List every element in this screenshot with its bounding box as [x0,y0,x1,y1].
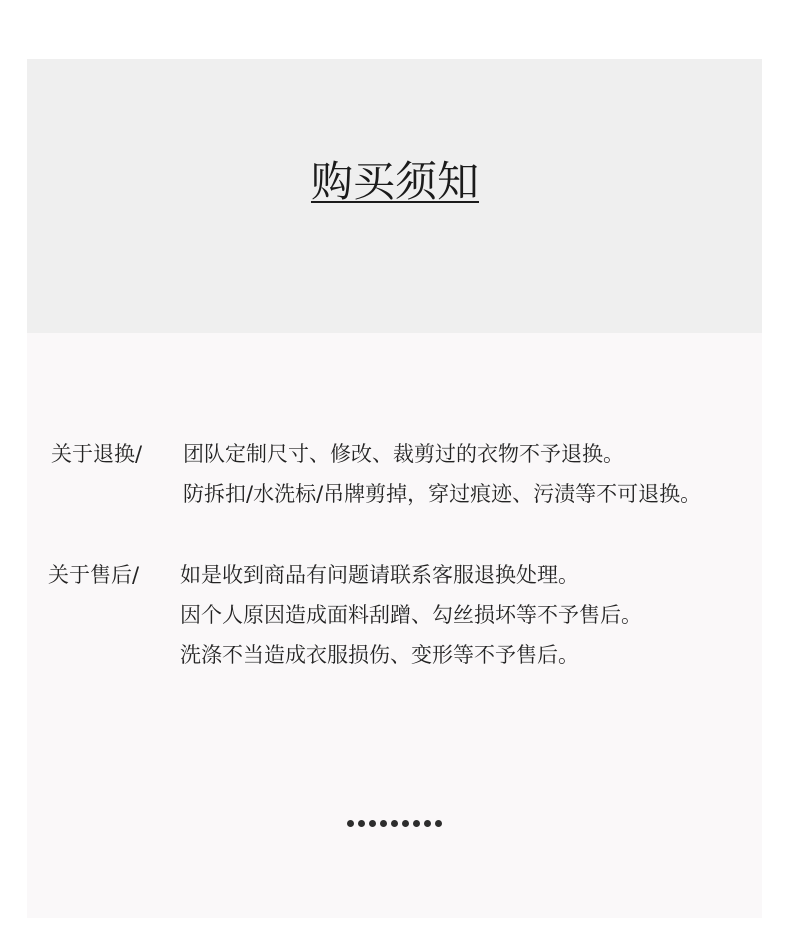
pagination-dot [380,820,387,827]
pagination-dot [435,820,442,827]
pagination-dot [424,820,431,827]
pagination-dots [347,820,442,827]
pagination-dot [391,820,398,827]
pagination-dot [369,820,376,827]
pagination-dot [347,820,354,827]
returns-line-2: 防拆扣/水洗标/吊牌剪掉，穿过痕迹、污渍等不可退换。 [183,482,702,506]
after-sales-line-3: 洗涤不当造成衣服损伤、变形等不予售后。 [180,643,579,667]
page-title: 购买须知 [310,157,479,206]
section-label-returns: 关于退换/ [51,442,143,466]
pagination-dot [358,820,365,827]
section-label-after-sales: 关于售后/ [48,563,140,587]
pagination-dot [413,820,420,827]
after-sales-line-2: 因个人原因造成面料刮蹭、勾丝损坏等不予售后。 [180,603,642,627]
returns-line-1: 团队定制尺寸、修改、裁剪过的衣物不予退换。 [183,442,624,466]
after-sales-line-1: 如是收到商品有问题请联系客服退换处理。 [180,563,579,587]
pagination-dot [402,820,409,827]
